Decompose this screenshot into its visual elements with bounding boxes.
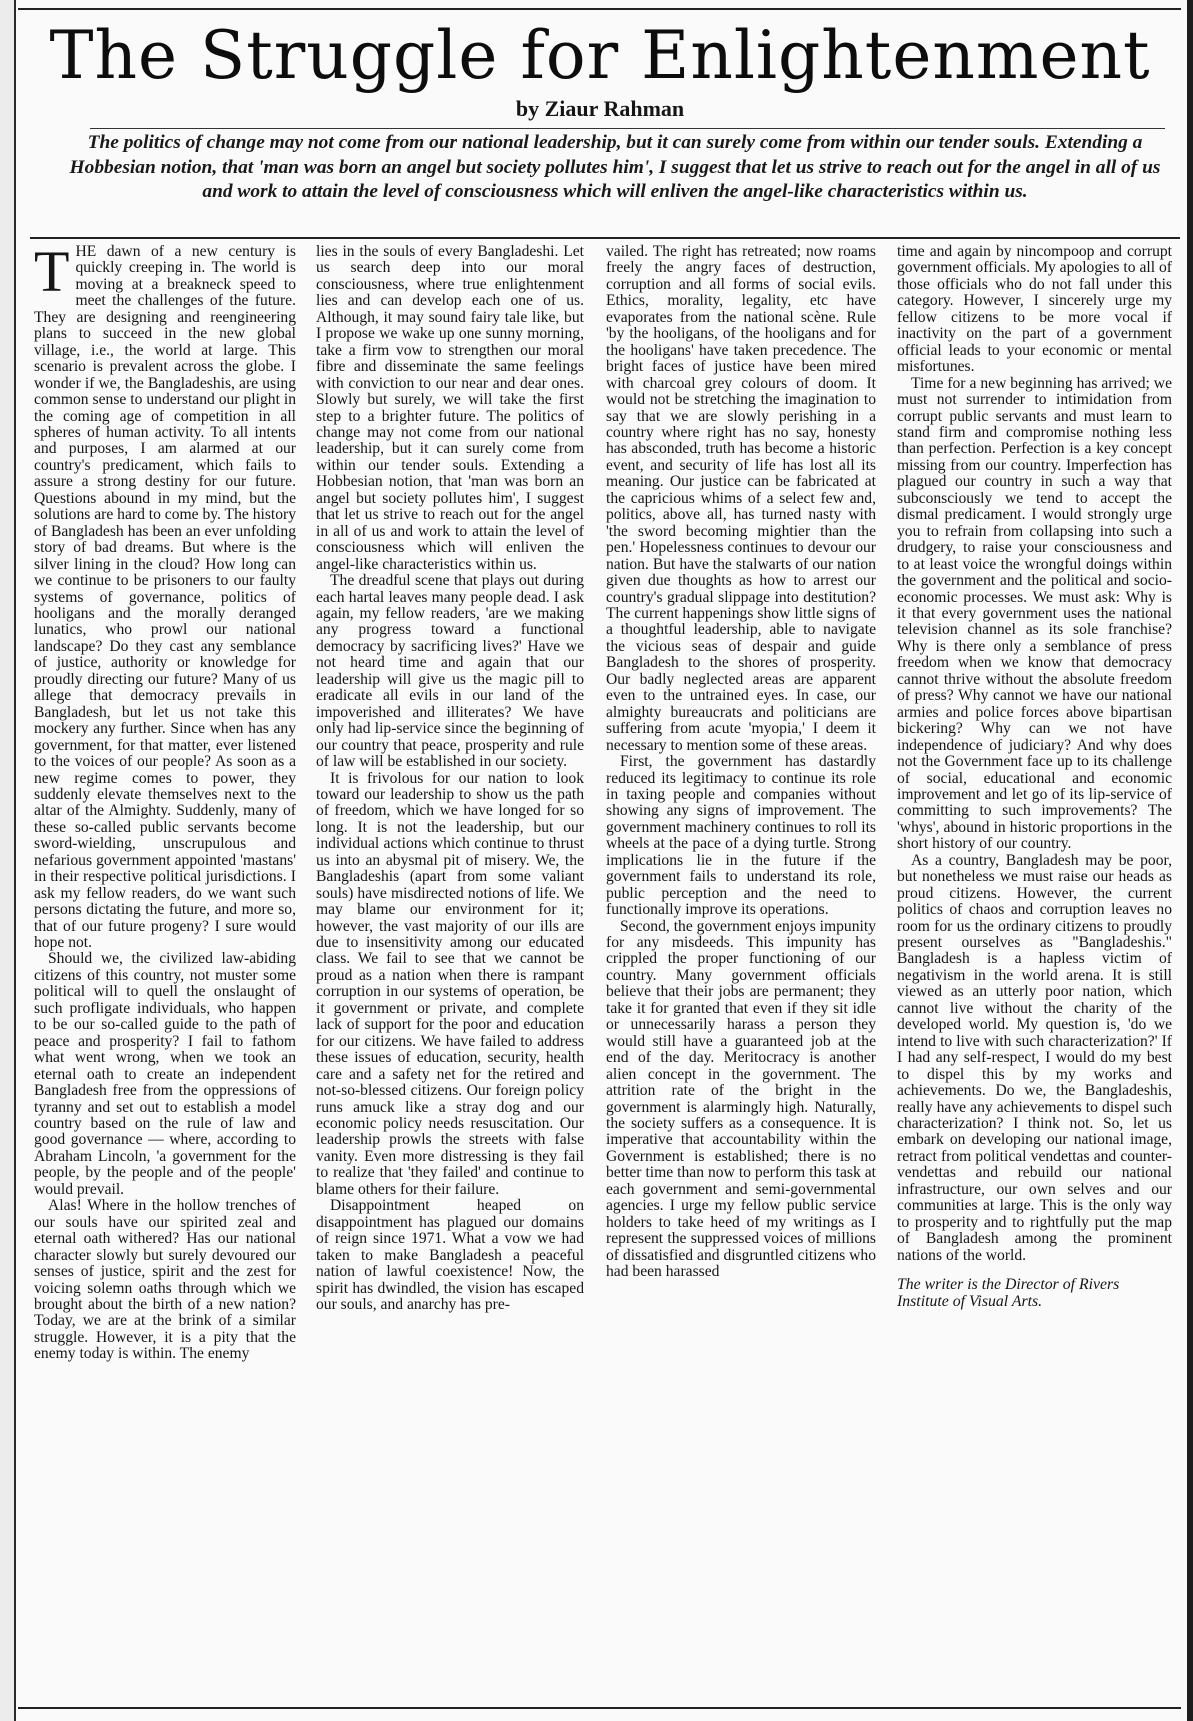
article-column-1 (34, 244, 296, 1704)
paragraph: vailed. The right has retreated; now roams freely the angry faces of destruction, corruption and all forms of social evils. Ethics, morality, legality, etc have evaporates from the national scène. Rule 'by the hooligans, of the hooligans and for the hooligans' have taken precedence. The bright faces of justice have been mired with charcoal grey colours of doom. It would not be stretching the imagination to say that we are slowly perishing in a country where right has no say, honesty has absconded, truth has become a historic event, and security of life has lost all its meaning. Our justice can be fabricated at the capricious whims of a select few and, politics, above all, has turned nasty with 'the sword becoming mightier than the pen.' Hopelessness continues to devour our nation. But have the stalwarts of our nation given due thoughts as how to arrest our country's gradual slippage into destitution? The current happenings show little signs of a thoughtful leadership, able to navigate the vicious seas of despair and guide Bangladesh to the shores of prosperity. Our badly neglected areas are apparent even to the untrained eyes. In case, our almighty bureaucrats and politicians are suffering from acute 'myopia,' I deem it necessary to mention some of these areas. (606, 244, 876, 754)
article-column-3 (606, 244, 876, 1704)
top-rule (18, 8, 1181, 10)
article-column-2 (316, 244, 584, 1704)
paragraph: time and again by nincompoop and corrupt government officials. My apologies to all of those officials who do not fall under this category. However, I sincerely urge my fellow citizens to be more vocal if inactivity on the part of a government official leads to your economic or mental misfortunes. (897, 244, 1172, 376)
deck-bottom-rule (30, 237, 1180, 239)
paragraph: Alas! Where in the hollow trenches of our souls have our spirited zeal and eternal oath withered? Has our national character slowly but surely devoured our senses of justice, spirit and the zest for voicing solemn oaths through which we brought about the birth of a new nation? Today, we are at the brink of a similar struggle. However, it is a pity that the enemy today is within. The enemy (34, 1197, 296, 1363)
paragraph: Disappointment heaped on disappointment has plagued our domains of reign since 1971. What a vow we had taken to make Bangladesh a peaceful nation of lawful coexistence! Now, the spirit has dwindled, the vision has escaped our souls, and anarchy has pre- (316, 1197, 584, 1313)
article-column-4 (897, 244, 1172, 1704)
article-deck: The politics of change may not come from our national leadership, but it can surely come from within our tender souls. Extending a Hobbesian notion, that 'man was born an angel but society pollutes him', I suggest that let us strive to reach out for the angel in all of us and work to attain the level of consciousness which will enliven the angel-like characteristics within us. (69, 132, 1161, 202)
adjacent-page-edge (0, 0, 16, 1721)
paragraph: Time for a new beginning has arrived; we must not surrender to intimidation from corrupt public servants and must learn to stand firm and compromise nothing less than perfection. Perfection is a key concept missing from our country. Imperfection has plagued our country in such a way that subconsciously we tend to accept the dismal predicament. I would strongly urge you to refrain from collapsing into such a drudgery, to raise your consciousness and to at least voice the wrongful doings within the government and the political and socio-economic processes. We must ask: Why is it that every government uses the national television channel as its sole franchise? Why is there only a semblance of press freedom when we know that democracy cannot thrive without the absolute freedom of press? Why cannot we have our national armies and police forces above bipartisan bickering? Why can we not have independence of judiciary? And why does not the Government face up to its challenge of social, educational and economic improvement and let go of its lip-service of committing to such improvements? The 'whys', abound in historic proportions in the short history of our country. (897, 374, 1172, 853)
page-border-right (1187, 0, 1193, 1721)
paragraph (34, 244, 296, 951)
paragraph-text: HE dawn of a new century is quickly creeping in. The world is moving at a breakneck speed to meet the challenges of the future. They are designing and reengineering plans to succeed in the new global village, i.e., the world at large. This scenario is prevalent across the globe. I wonder if we, the Bangladeshis, are using common sense to understand our plight in the coming age of competition in all spheres of human activity. To all intents and purposes, I am alarmed at our country's predicament, which fails to assure a strong destiny for our future. Questions abound in my mind, but the solutions are hard to come by. The history of Bangladesh has been an ever unfolding story of bad dreams. But where is the silver lining in the cloud? How long can we continue to be prisoners to our faulty systems of governance, politics of hooligans and the morally deranged lunatics, who prowl our national landscape? Do they cast any semblance of justice, authority or knowledge for proudly directing our future? Many of us allege that democracy prevails in Bangladesh, but let us not take this mockery any further. Since when has any government, for that matter, ever listened to the voices of our people? As soon as a new regime comes to power, they suddenly elevate themselves next to the altar of the Almighty. Suddenly, many of these so-called public servants become sword-wielding, unscrupulous and nefarious government appointed 'mastans' in their respective political jurisdictions. I ask my fellow readers, do we want such persons dictating the future, and more so, that of our future progeny? I sure would hope not. (34, 244, 296, 952)
drop-cap: T (34, 244, 70, 304)
deck-top-rule (90, 128, 1165, 129)
paragraph: The dreadful scene that plays out during each hartal leaves many people dead. I ask again, my fellow readers, 'are we making any progress toward a functional democracy by sacrificing lives?' Have we not heard time and again that our leadership will give us the magic pill to eradicate all evils in our land of the impoverished and illiterates? We have only had lip-service since the beginning of our country that peace, prosperity and rule of law will be established in our society. (316, 572, 584, 771)
paragraph: lies in the souls of every Bangladeshi. Let us search deep into our moral consciousness, where true enlightenment lies and can develop each one of us. Although, it may sound fairy tale like, but I propose we wake up one sunny morning, take a firm vow to strengthen our moral fibre and disseminate the same feelings with conviction to our near and dear ones. Slowly but surely, we will take the first step to a brighter future. The politics of change may not come from our national leadership, but it can surely come from within our tender souls. Extending a Hobbesian notion, that 'man was born an angel but society pollutes him', I suggest that let us strive to reach out for the angel in all of us and work to attain the level of consciousness which will enliven the angel-like characteristics within us. (316, 244, 584, 573)
paragraph: First, the government has dastardly reduced its legitimacy to continue its role in taxing people and companies without showing any signs of improvement. The government machinery continues to roll its wheels at the pace of a dying turtle. Strong implications lie in the future if the government fails to understand its role, public perception and the need to functionally improve its operations. (606, 753, 876, 919)
paragraph: It is frivolous for our nation to look toward our leadership to show us the path of freedom, which we have longed for so long. It is not the leadership, but our individual actions which continue to thrust us into an abysmal pit of misery. We, the Bangladeshis (apart from some valiant souls) have misdirected notions of life. We may blame our environment for it; however, the vast majority of our ills are due to insensitivity among our educated class. We fail to see that we cannot be proud as a nation when there is rampant corruption in our systems of operation, be it government or private, and complete lack of support for the poor and education for our citizens. We have failed to address these issues of education, security, health care and a safety net for the retired and not-so-blessed citizens. Our foreign policy runs amuck like a stray dog and our economic policy needs resuscitation. Our leadership prowls the streets with false vanity. Even more distressing is they fail to realize that 'they failed' and continue to blame others for their failure. (316, 769, 584, 1198)
article-title: The Struggle for Enlightenment (49, 17, 1151, 94)
paragraph: As a country, Bangladesh may be poor, but nonetheless we must raise our heads as proud citizens. However, the current politics of chaos and corruption leaves no room for us the ordinary citizens to proudly present ourselves as "Bangladeshis." Bangladesh is a hapless victim of negativism in the world arena. It is still viewed as an utterly poor nation, which cannot live without the charity of the developed world. My question is, 'do we intend to live with such characterization?' If I had any self-respect, I would do my best to dispel this by my works and achievements. Do we, the Bangladeshis, really have any achievements to dispel such characterization? I think not. So, let us embark on developing our national image, retract from political vendettas and counter-vendettas and rebuild our national infrastructure, our own selves and our communities at large. This is the only way to prosperity and to rightfully put the map of Bangladesh among the prominent nations of the world. (897, 851, 1172, 1264)
paragraph: Second, the government enjoys impunity for any misdeeds. This impunity has crippled the proper functioning of our country. Many government officials believe that their jobs are permanent; they take it for granted that even if they sit idle or unnecessarily harass a person they would still have a guaranteed job at the end of the day. Meritocracy is another alien concept in the government. The attrition rate of the bright in the government is alarmingly high. Naturally, the society suffers as a consequence. It is imperative that accountability within the Government is established; there is no better time than now to perform this task at each government and semi-governmental agencies. I urge my fellow public service holders to take heed of my writings as I represent the suppressed voices of millions of dissatisfied and disgruntled citizens who had been harassed (606, 917, 876, 1281)
bottom-rule (18, 1707, 1181, 1709)
paragraph: Should we, the civilized law-abiding citizens of this country, not muster some political will to quell the onslaught of such profligate individuals, who happen to be our so-called guide to the path of peace and prosperity? I fail to fathom what went wrong, when we took an eternal oath to create an independent Bangladesh free from the oppressions of tyranny and set out to establish a model country based on the rule of law and good governance — where, according to Abraham Lincoln, 'a government for the people, by the people and of the people' would prevail. (34, 950, 296, 1198)
article-byline: by Ziaur Rahman (515, 96, 685, 121)
author-note: The writer is the Director of Rivers Institute of Visual Arts. (897, 1276, 1120, 1311)
